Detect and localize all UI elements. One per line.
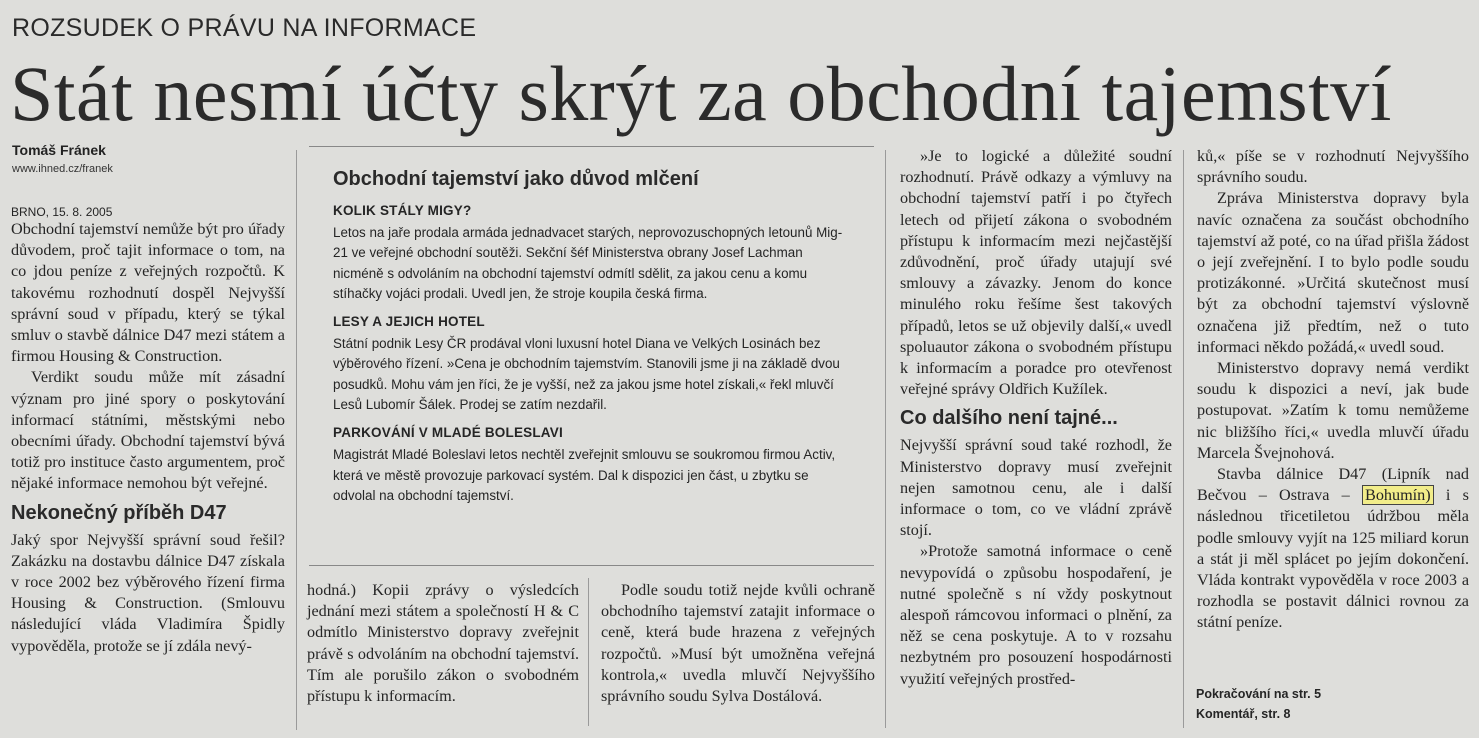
paragraph: Verdikt soudu může mít zásadní význam pro jiné spory o poskytování informací státními, městskými nebo obecními úřady. Obchodní tajemství bývá totiž pro instituce často argumentem, proč nějaké informace nemohou být veřejné. <box>11 368 285 493</box>
paragraph: »Protože samotná informace o ceně nevypovídá o způsobu hospodaření, je nutné společně s ní vždy poskytnout alespoň rámcovou informaci o plnění, za něž se cena poskytuje. A to v rozsahu nezbytném pro posouzení hospodárnosti využití veřejných prostřed- <box>900 542 1172 688</box>
lead-paragraph: Obchodní tajemství nemůže být pro úřady důvodem, proč tajit informace o tom, na co jdou peníze z veřejných rozpočtů. K takovému rozhodnutí dospěl Nejvyšší správní soud v případu, který se týkal smluv o stavbě dálnice D47 mezi státem a firmou Housing & Construction. <box>11 220 285 366</box>
column-5 <box>1197 146 1469 634</box>
paragraph: Nejvyšší správní soud také rozhodl, že Ministerstvo dopravy musí zveřejnit nejen samotnou cenu, ale i další informace o tom, co ve vládní zprávě stojí. <box>900 436 1172 540</box>
box-section-heading: LESY A JEJICH HOTEL <box>333 314 485 330</box>
text-run: i s následnou třicetiletou údržbou měla podle smlouvy vyjít na 125 miliard korun a stát ji měl splácet po jejím dokončení. Vláda kontrakt vypověděla v roce 2003 a rozhodla se postavit dálnici rovnou za státní peníze. <box>1197 486 1469 632</box>
dateline: BRNO, 15. 8. 2005 <box>11 205 113 219</box>
column-2 <box>307 580 579 707</box>
box-top-rule <box>309 146 874 147</box>
author-name: Tomáš Fránek <box>12 142 106 158</box>
column-1 <box>11 205 285 657</box>
column-divider <box>588 578 589 726</box>
box-section-text: Letos na jaře prodala armáda jednadvacet starých, neprovozuschopných letounů Mig-21 ve veřejné obchodní soutěži. Sekční šéf Ministerstva obrany Josef Lachman nicméně s odvoláním na obchodní tajemství odmítl sdělit, za jakou cenu a komu stíhačky vojáci prodali. Uvedl jen, že stroje koupila česká firma. <box>333 225 843 301</box>
box-title: Obchodní tajemství jako důvod mlčení <box>333 168 699 190</box>
continued-link[interactable]: Pokračování na str. 5 <box>1196 687 1322 701</box>
column-divider <box>296 150 297 730</box>
column-3 <box>601 580 875 707</box>
comment-link[interactable]: Komentář, str. 8 <box>1196 707 1291 721</box>
subheading-d47: Nekonečný příběh D47 <box>11 501 227 524</box>
subheading-what-else: Co dalšího není tajné... <box>900 407 1118 430</box>
paragraph: Zpráva Ministerstva dopravy byla navíc označena za součást obchodního tajemství až poté, co na úřad přišla žádost o její zveřejnění. I to bylo podle soudu protizákonné. »Určitá skutečnost musí být za obchodní tajemství výslovně označena již předtím, než o tuto informaci někdo požádá,« uvedl soud. <box>1197 189 1469 356</box>
column-divider <box>885 150 886 728</box>
highlighted-term: Bohumín) <box>1362 485 1434 505</box>
article-headline: Stát nesmí účty skrýt za obchodní tajemství <box>10 50 1392 137</box>
author-url[interactable]: www.ihned.cz/franek <box>12 163 113 175</box>
paragraph: hodná.) Kopii zprávy o výsledcích jednání mezi státem a společností H & C odmítlo Ministerstvo dopravy zveřejnit právě s odvoláním na obchodní tajemství. Tím ale porušilo zákon o svobodném přístupu k informacím. <box>307 581 579 706</box>
paragraph: ků,« píše se v rozhodnutí Nejvyššího správního soudu. <box>1197 147 1469 187</box>
paragraph <box>1197 464 1469 634</box>
article-kicker: ROZSUDEK O PRÁVU NA INFORMACE <box>12 14 477 42</box>
paragraph: Jaký spor Nejvyšší správní soud řešil? Zakázku na dostavbu dálnice D47 získala v roce 2002 bez výběrového řízení firma Housing & Construction. (Smlouvu následující vláda Vladimíra Špidly vypověděla, protože se jí zdála nevý- <box>11 530 285 655</box>
paragraph: »Je to logické a důležité soudní rozhodnutí. Právě odkazy a výmluvy na obchodní tajemství patří i po čtyřech letech od přijetí zákona o svobodném přístupu k informacím mezi nejčastější zdůvodnění, proč úřady utajují své smlouvy a závazky. Jenom do konce minulého roku řešíme šest takových případů, letos se už objevily další,« uvedl spoluautor zákona o svobodném přístupu k informacím a poradce pro otevřenost veřejné správy Oldřich Kužílek. <box>900 147 1172 399</box>
box-section-text: Státní podnik Lesy ČR prodával vloni luxusní hotel Diana ve Velkých Losinách bez výběrového řízení. »Cena je obchodním tajemstvím. Stanovili jsme ji na základě dvou posudků. Mohu vám jen říci, že je vyšší, než za jakou jsme hotel získali,« řekl mluvčí Lesů Lubomír Šálek. Prodej se zatím nezdařil. <box>333 336 840 413</box>
column-divider <box>1183 150 1184 728</box>
column-4 <box>900 146 1172 690</box>
byline <box>12 142 122 175</box>
paragraph: Ministerstvo dopravy nemá verdikt soudu k dispozici a neví, jak bude postupovat. »Zatím k tomu nemůžeme nic bližšího říci,« uvedla mluvčí úřadu Marcela Švejnohová. <box>1197 359 1469 462</box>
box-bottom-rule <box>309 565 874 566</box>
text-run: Stavba dálnice D47 (Lipník nad Bečvou – Ostrava – <box>1197 465 1469 505</box>
box-section-heading: KOLIK STÁLY MIGY? <box>333 203 472 218</box>
box-section-text: Magistrát Mladé Boleslavi letos nechtěl zveřejnit smlouvu se soukromou firmou Activ, která ve městě provozuje parkovací systém. Dal k dispozici jen část, u zbytku se odvolal na obchodní tajemství. <box>333 447 836 503</box>
sidebar-box <box>333 168 853 516</box>
box-section-heading: PARKOVÁNÍ V MLADÉ BOLESLAVI <box>333 425 563 441</box>
continuation-notes <box>1196 684 1321 724</box>
paragraph: Podle soudu totiž nejde kvůli ochraně obchodního tajemství zatajit informace o ceně, která bude hrazena z veřejných rozpočtů. »Musí být umožněna veřejná kontrola,« uvedla mluvčí Nejvyššího správního soudu Sylva Dostálová. <box>601 581 875 706</box>
